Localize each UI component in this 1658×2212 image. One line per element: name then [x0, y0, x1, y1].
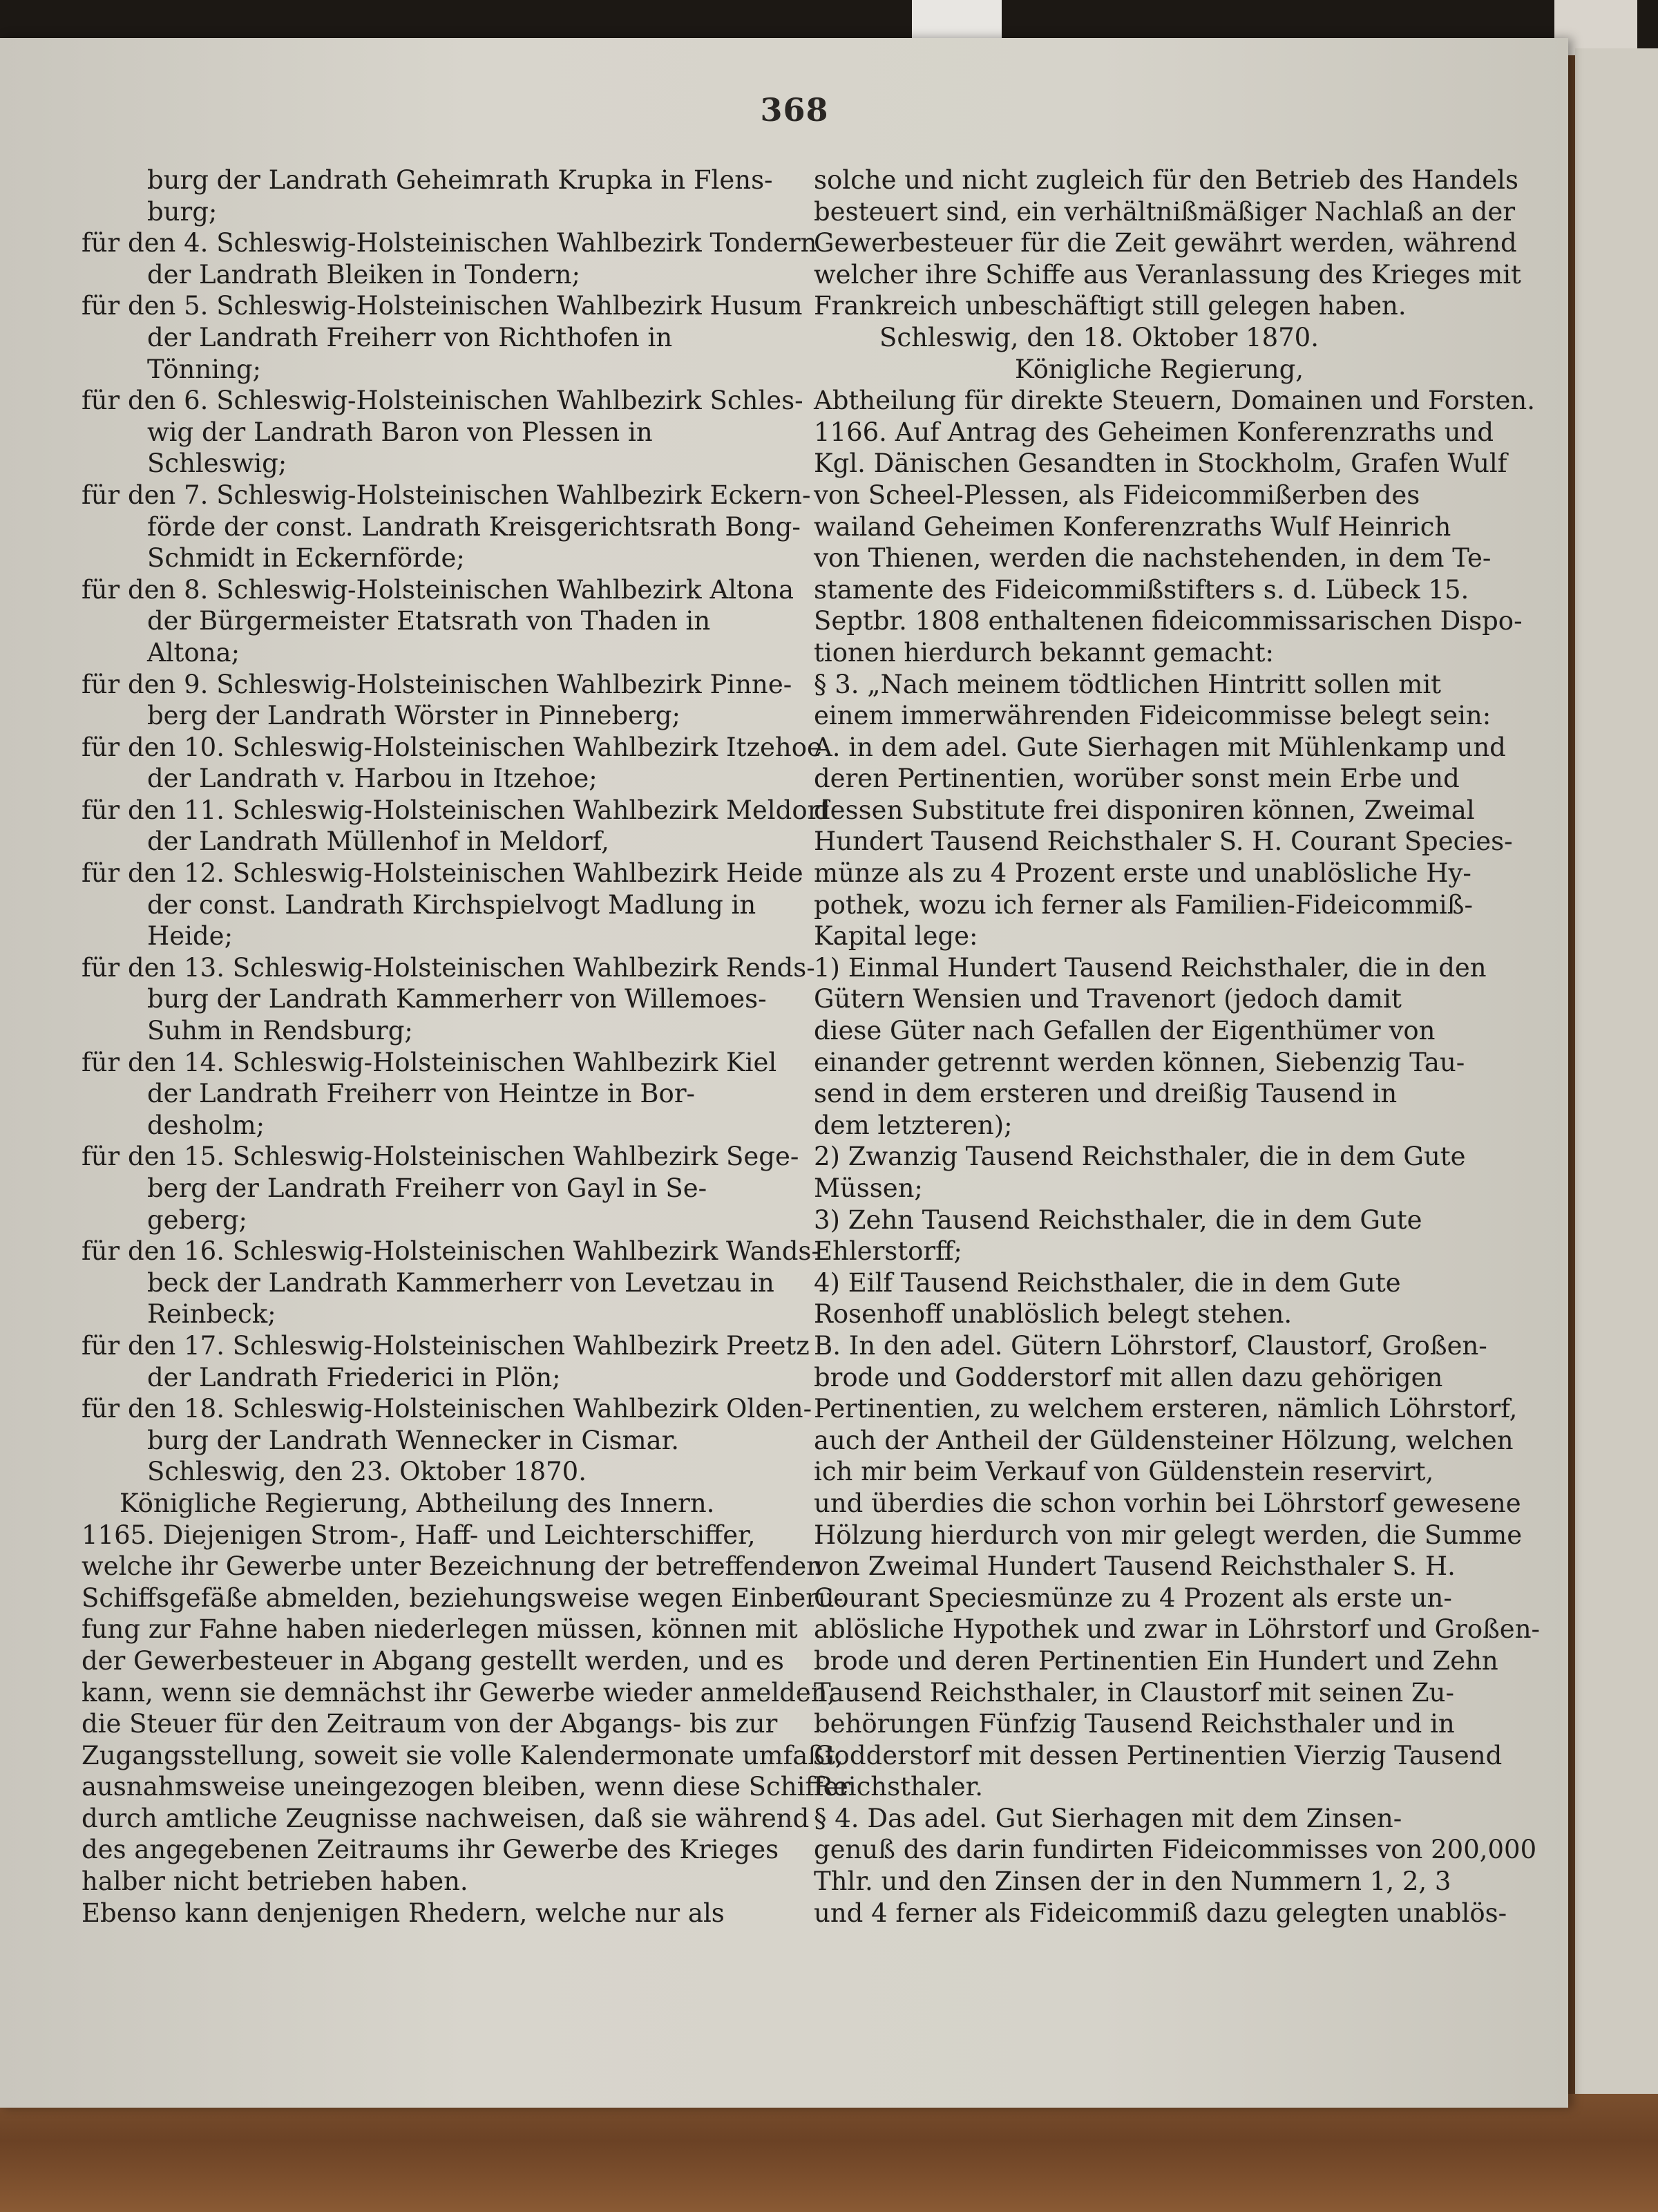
text-block — [82, 480, 811, 574]
text-line: für den 8. Schleswig-Holsteinischen Wahlbezirk Altona — [82, 574, 794, 605]
text-line: der Gewerbesteuer in Abgang gestellt werden, und es — [82, 1645, 784, 1676]
text-line: Rosenhoff unablöslich belegt stehen. — [814, 1299, 1293, 1330]
text-line: münze als zu 4 Prozent erste und unablösliche Hy- — [814, 858, 1471, 889]
text-line: von Scheel-Plessen, als Fideicommißerben des — [814, 480, 1420, 510]
text-line: Altona; — [147, 637, 240, 668]
text-line: Schleswig, den 23. Oktober 1870. — [147, 1457, 587, 1487]
text-line: Müssen; — [814, 1173, 923, 1203]
text-line: brode und deren Pertinentien Ein Hundert und Zehn — [814, 1645, 1498, 1676]
text-line: brode und Godderstorf mit allen dazu gehörigen — [814, 1362, 1443, 1392]
text-line: Godderstorf mit dessen Pertinentien Vierzig Tausend — [814, 1740, 1503, 1770]
text-line: Tönning; — [147, 354, 262, 384]
text-line: für den 18. Schleswig-Holsteinischen Wahlbezirk Olden- — [82, 1394, 812, 1424]
text-line: Zugangsstellung, soweit sie volle Kalendermonate umfaßt, — [82, 1740, 844, 1770]
text-block — [814, 952, 1505, 1330]
text-line: für den 13. Schleswig-Holsteinischen Wahlbezirk Rends- — [82, 952, 815, 983]
text-line: der const. Landrath Kirchspielvogt Madlung in — [147, 889, 756, 920]
text-block — [814, 385, 1535, 732]
text-line: der Landrath Bleiken in Tondern; — [147, 259, 580, 290]
text-line: Schmidt in Eckernförde; — [147, 543, 465, 574]
text-line: für den 14. Schleswig-Holsteinischen Wahlbezirk Kiel — [82, 1047, 777, 1077]
text-line: Schiffsgefäße abmelden, beziehungsweise wegen Einberu- — [82, 1582, 844, 1613]
text-line: Gewerbesteuer für die Zeit gewährt werden, während — [814, 228, 1517, 258]
dateline — [82, 1456, 772, 1488]
text-line: Ehlerstorff; — [814, 1236, 962, 1267]
text-block — [82, 164, 772, 227]
text-block — [814, 1330, 1541, 1803]
text-block — [82, 1393, 812, 1456]
page-number: 368 — [760, 91, 829, 129]
text-line: halber nicht betrieben haben. — [82, 1866, 468, 1897]
text-line: Schleswig, den 18. Oktober 1870. — [879, 322, 1319, 352]
wooden-table-surface — [0, 2094, 1658, 2212]
text-line: Gütern Wensien und Travenort (jedoch damit — [814, 984, 1402, 1014]
text-block — [82, 1520, 851, 1929]
text-block — [814, 164, 1521, 322]
text-line: Reichsthaler. — [814, 1772, 983, 1802]
text-block — [82, 1047, 777, 1142]
text-line: berg der Landrath Wörster in Pinneberg; — [147, 701, 680, 731]
text-line: wailand Geheimen Konferenzraths Wulf Heinrich — [814, 511, 1451, 542]
centered-heading — [814, 354, 1505, 386]
text-line: burg der Landrath Geheimrath Krupka in Flens- — [147, 165, 773, 195]
text-block — [814, 732, 1513, 952]
text-line: förde der const. Landrath Kreisgerichtsrath Bong- — [147, 511, 801, 542]
text-block — [82, 1236, 820, 1330]
text-line: Tausend Reichsthaler, in Claustorf mit seinen Zu- — [814, 1677, 1454, 1708]
text-block — [82, 290, 803, 385]
text-block — [82, 385, 803, 480]
text-line: einem immerwährenden Fideicommisse belegt sein: — [814, 701, 1492, 731]
text-line: 1166. Auf Antrag des Geheimen Konferenzraths und — [814, 417, 1494, 447]
text-line: Hundert Tausend Reichsthaler S. H. Courant Species- — [814, 826, 1513, 857]
text-line: ausnahmsweise uneingezogen bleiben, wenn diese Schiffer — [82, 1772, 851, 1802]
text-line: ablösliche Hypothek und zwar in Löhrstorf und Großen- — [814, 1614, 1541, 1645]
text-line: Pertinentien, zu welchem ersteren, nämlich Löhrstorf, — [814, 1394, 1518, 1424]
text-line: send in dem ersteren und dreißig Tausend in — [814, 1079, 1398, 1109]
text-block — [82, 1141, 799, 1236]
text-line: für den 6. Schleswig-Holsteinischen Wahlbezirk Schles- — [82, 386, 803, 416]
text-line: Kapital lege: — [814, 921, 978, 952]
text-line: Heide; — [147, 921, 234, 952]
text-line: pothek, wozu ich ferner als Familien-Fideicommiß- — [814, 889, 1473, 920]
text-line: beck der Landrath Kammerherr von Levetzau in — [147, 1267, 774, 1298]
text-line: diese Güter nach Gefallen der Eigenthümer von — [814, 1016, 1436, 1046]
text-line: 1165. Diejenigen Strom-, Haff- und Leichterschiffer, — [82, 1520, 756, 1550]
text-line: berg der Landrath Freiherr von Gayl in Se- — [147, 1173, 707, 1203]
text-line: kann, wenn sie demnächst ihr Gewerbe wieder anmelden, — [82, 1677, 836, 1708]
adjacent-page-edge — [1575, 48, 1658, 2094]
text-block — [82, 952, 815, 1047]
text-block — [82, 795, 829, 858]
text-line: ich mir beim Verkauf von Güldenstein reservirt, — [814, 1457, 1434, 1487]
text-line: einander getrennt werden können, Siebenzig Tau- — [814, 1047, 1465, 1077]
text-line: der Landrath Freiherr von Richthofen in — [147, 322, 673, 352]
text-line: 3) Zehn Tausend Reichsthaler, die in dem Gute — [814, 1204, 1422, 1235]
text-line: für den 15. Schleswig-Holsteinischen Wahlbezirk Sege- — [82, 1142, 799, 1172]
text-line: B. In den adel. Gütern Löhrstorf, Claustorf, Großen- — [814, 1330, 1487, 1361]
text-line: des angegebenen Zeitraums ihr Gewerbe des Krieges — [82, 1835, 779, 1865]
text-line: burg der Landrath Kammerherr von Willemoes- — [147, 984, 767, 1014]
text-line: für den 17. Schleswig-Holsteinischen Wahlbezirk Preetz — [82, 1330, 810, 1361]
text-line: Abtheilung für direkte Steuern, Domainen und Forsten. — [814, 386, 1535, 416]
authority-signature — [82, 1488, 772, 1520]
text-line: welcher ihre Schiffe aus Veranlassung des Krieges mit — [814, 259, 1521, 290]
text-line: Königliche Regierung, — [1014, 354, 1304, 384]
text-line: der Bürgermeister Etatsrath von Thaden in — [147, 606, 711, 636]
text-line: der Landrath Friederici in Plön; — [147, 1362, 561, 1392]
text-line: tionen hierdurch bekannt gemacht: — [814, 637, 1275, 668]
text-line: für den 16. Schleswig-Holsteinischen Wahlbezirk Wands- — [82, 1236, 820, 1267]
text-block — [82, 1330, 810, 1393]
text-line: welche ihr Gewerbe unter Bezeichnung der betreffenden — [82, 1551, 823, 1582]
text-line: fung zur Fahne haben niederlegen müssen, können mit — [82, 1614, 798, 1645]
text-block — [82, 858, 803, 952]
text-line: und überdies die schon vorhin bei Löhrstorf gewesene — [814, 1488, 1521, 1518]
dateline — [814, 322, 1505, 354]
text-line: für den 11. Schleswig-Holsteinischen Wahlbezirk Meldorf — [82, 795, 829, 825]
text-line: die Steuer für den Zeitraum von der Abgangs- bis zur — [82, 1709, 778, 1739]
text-line: deren Pertinentien, worüber sonst mein Erbe und — [814, 764, 1460, 794]
text-line: wig der Landrath Baron von Plessen in — [147, 417, 653, 447]
left-text-column — [82, 164, 851, 1929]
text-line: Septbr. 1808 enthaltenen fideicommissarischen Dispo- — [814, 606, 1523, 636]
text-line: Courant Speciesmünze zu 4 Prozent als erste un- — [814, 1582, 1452, 1613]
text-line: solche und nicht zugleich für den Betrieb des Handels — [814, 165, 1518, 195]
text-line: 1) Einmal Hundert Tausend Reichsthaler, die in den — [814, 952, 1487, 983]
text-line: für den 7. Schleswig-Holsteinischen Wahlbezirk Eckern- — [82, 480, 811, 510]
text-line: für den 12. Schleswig-Holsteinischen Wahlbezirk Heide — [82, 858, 803, 889]
text-line: der Landrath Freiherr von Heintze in Bor- — [147, 1079, 696, 1109]
text-line: Hölzung hierdurch von mir gelegt werden, die Summe — [814, 1520, 1523, 1550]
text-line: § 4. Das adel. Gut Sierhagen mit dem Zinsen- — [814, 1803, 1402, 1833]
text-line: 2) Zwanzig Tausend Reichsthaler, die in dem Gute — [814, 1142, 1466, 1172]
text-line: Reinbeck; — [147, 1299, 276, 1330]
text-line: stamente des Fideicommißstifters s. d. Lübeck 15. — [814, 574, 1469, 605]
text-line: dem letzteren); — [814, 1110, 1013, 1140]
text-line: Ebenso kann denjenigen Rhedern, welche nur als — [82, 1898, 725, 1928]
text-line: dessen Substitute frei disponiren können, Zweimal — [814, 795, 1475, 825]
text-line: genuß des darin fundirten Fideicommisses von 200,000 — [814, 1835, 1537, 1865]
text-line: § 3. „Nach meinem tödtlichen Hintritt sollen mit — [814, 669, 1442, 699]
text-line: behörungen Fünfzig Tausend Reichsthaler und in — [814, 1709, 1455, 1739]
text-block — [82, 732, 822, 795]
text-line: burg; — [147, 196, 218, 227]
text-line: für den 4. Schleswig-Holsteinischen Wahlbezirk Tondern — [82, 228, 817, 258]
text-line: für den 10. Schleswig-Holsteinischen Wahlbezirk Itzehoe — [82, 732, 822, 762]
text-line: der Landrath v. Harbou in Itzehoe; — [147, 764, 598, 794]
text-line: Suhm in Rendsburg; — [147, 1016, 413, 1046]
text-line: burg der Landrath Wennecker in Cismar. — [147, 1425, 680, 1455]
text-line: von Thienen, werden die nachstehenden, in dem Te- — [814, 543, 1492, 574]
text-line: Frankreich unbeschäftigt still gelegen haben. — [814, 291, 1407, 321]
text-line: durch amtliche Zeugnisse nachweisen, daß sie während — [82, 1803, 810, 1833]
text-line: Kgl. Dänischen Gesandten in Stockholm, Grafen Wulf — [814, 448, 1507, 479]
text-line: besteuert sind, ein verhältnißmäßiger Nachlaß an der — [814, 196, 1516, 227]
text-block — [82, 574, 794, 669]
text-line: für den 9. Schleswig-Holsteinischen Wahlbezirk Pinne- — [82, 669, 792, 699]
text-block — [814, 1803, 1537, 1929]
text-block — [82, 669, 792, 732]
text-line: und 4 ferner als Fideicommiß dazu gelegten unablös- — [814, 1898, 1507, 1928]
text-block — [82, 227, 817, 290]
text-line: auch der Antheil der Güldensteiner Hölzung, welchen — [814, 1425, 1514, 1455]
text-line: für den 5. Schleswig-Holsteinischen Wahlbezirk Husum — [82, 291, 803, 321]
text-line: der Landrath Müllenhof in Meldorf, — [147, 826, 609, 857]
right-text-column — [814, 164, 1541, 1929]
text-line: Königliche Regierung, Abtheilung des Innern. — [120, 1488, 715, 1518]
text-line: Thlr. und den Zinsen der in den Nummern 1, 2, 3 — [814, 1866, 1451, 1897]
text-line: von Zweimal Hundert Tausend Reichsthaler S. H. — [814, 1551, 1456, 1582]
text-line: A. in dem adel. Gute Sierhagen mit Mühlenkamp und — [814, 732, 1506, 762]
text-line: geberg; — [147, 1204, 248, 1235]
text-line: 4) Eilf Tausend Reichsthaler, die in dem Gute — [814, 1267, 1401, 1298]
text-line: Schleswig; — [147, 448, 287, 479]
text-line: desholm; — [147, 1110, 265, 1140]
